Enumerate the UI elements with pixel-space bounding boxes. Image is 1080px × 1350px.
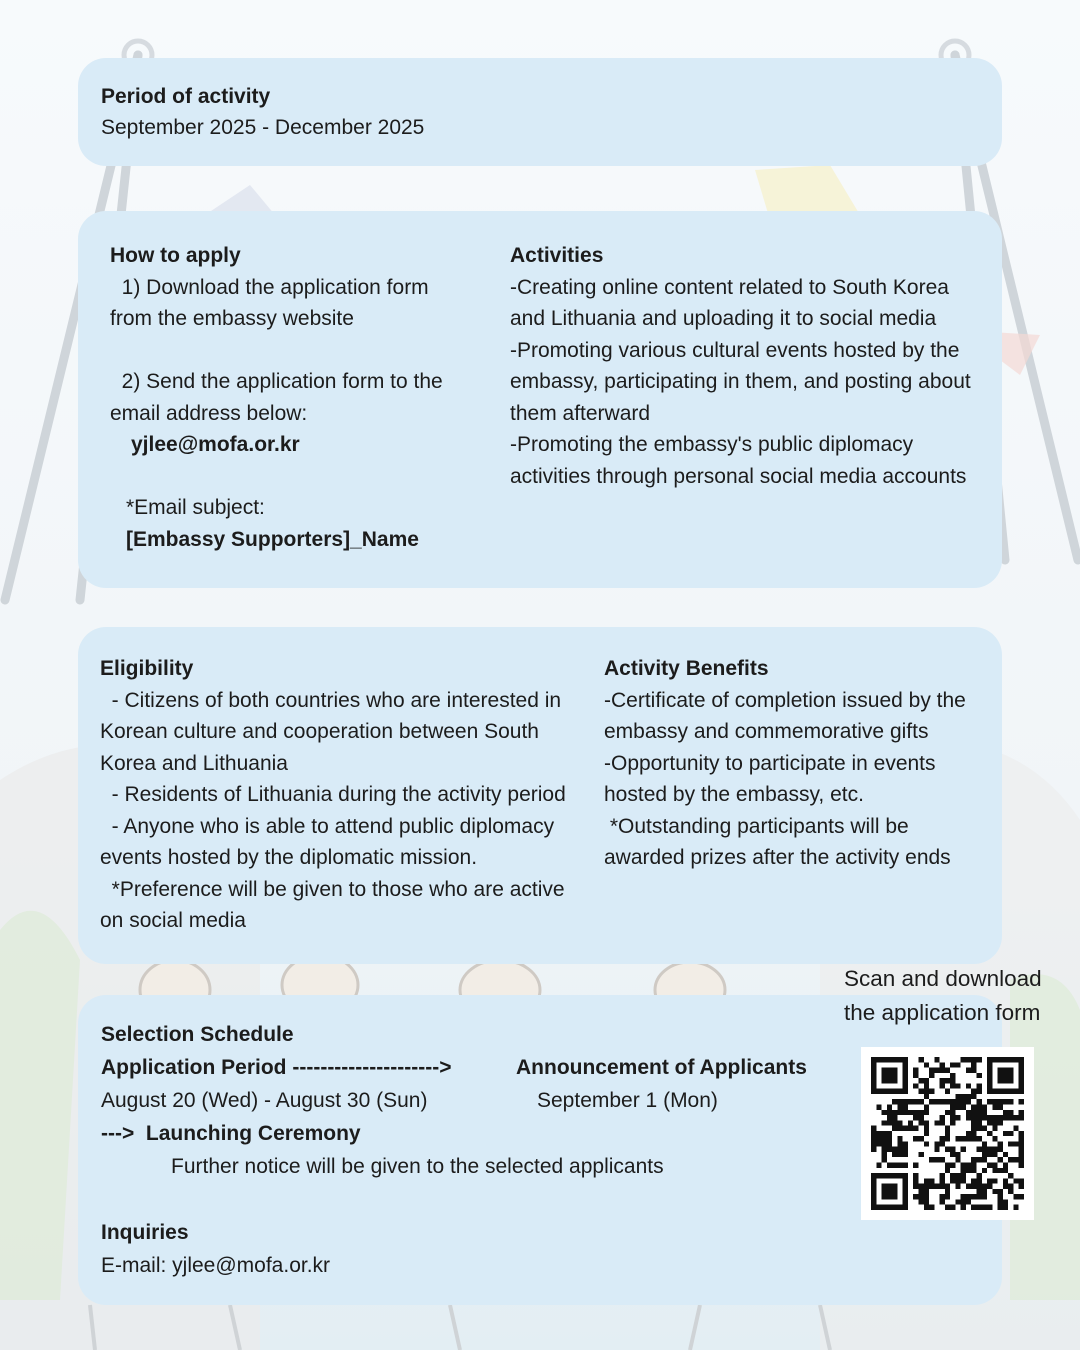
benefits-item: *Outstanding participants will be awarded prizes after the activity ends: [604, 814, 951, 869]
qr-code[interactable]: [861, 1047, 1034, 1220]
schedule-announcement: Announcement of Applicants: [516, 1056, 807, 1079]
apply-spacer: [110, 335, 480, 367]
activities-item: -Creating online content related to South Korea and Lithuania and uploading it to social media: [510, 275, 955, 330]
period-heading: Period of activity: [101, 85, 271, 108]
apply-section: [110, 240, 480, 555]
schedule-application-period: Application Period --------------------->: [101, 1056, 452, 1079]
inquiries-heading: Inquiries: [101, 1221, 189, 1244]
benefits-section: [604, 653, 994, 874]
period-value: September 2025 - December 2025: [101, 116, 425, 139]
eligibility-section: [100, 653, 588, 937]
benefits-item: -Opportunity to participate in events hosted by the embassy, etc.: [604, 751, 942, 806]
apply-spacer-2: [110, 461, 480, 493]
activities-item: -Promoting various cultural events hosted by the embassy, participating in them, and posting about them afterward: [510, 338, 977, 425]
qr-code-icon: [871, 1057, 1024, 1210]
apply-step-2: 2) Send the application form to the email address below:: [110, 370, 443, 425]
eligibility-benefits-card: [78, 627, 1002, 964]
inquiries-email: E-mail: yjlee@mofa.or.kr: [101, 1254, 331, 1277]
activities-item: -Promoting the embassy's public diplomacy activities through personal social media accounts: [510, 433, 967, 488]
eligibility-item: - Anyone who is able to attend public diplomacy events hosted by the diplomatic mission.: [100, 814, 560, 869]
qr-label: Scan and download the application form: [844, 966, 1042, 1025]
activities-heading: Activities: [510, 244, 604, 267]
schedule-ceremony-note: Further notice will be given to the selected applicants: [171, 1155, 664, 1178]
eligibility-heading: Eligibility: [100, 657, 194, 680]
benefits-heading: Activity Benefits: [604, 657, 769, 680]
apply-email: yjlee@mofa.or.kr: [131, 433, 300, 456]
apply-step-1: 1) Download the application form from the embassy website: [110, 275, 429, 330]
benefits-item: -Certificate of completion issued by the embassy and commemorative gifts: [604, 688, 972, 743]
apply-heading: How to apply: [110, 244, 241, 267]
schedule-announcement-date: September 1 (Mon): [537, 1089, 718, 1112]
schedule-application-dates: August 20 (Wed) - August 30 (Sun): [101, 1089, 428, 1112]
schedule-heading: Selection Schedule: [101, 1023, 294, 1046]
period-card: [78, 58, 1002, 166]
eligibility-item: - Residents of Lithuania during the activity period: [100, 783, 566, 806]
eligibility-item: - Citizens of both countries who are interested in Korean culture and cooperation between South Korea and Lithuania: [100, 688, 567, 775]
apply-subject-value: [Embassy Supporters]_Name: [126, 527, 419, 551]
activities-section: [510, 240, 980, 492]
apply-activities-card: [78, 211, 1002, 588]
apply-subject-label: *Email subject:: [126, 496, 265, 519]
eligibility-item: *Preference will be given to those who are active on social media: [100, 877, 571, 932]
schedule-ceremony: ---> Launching Ceremony: [101, 1122, 361, 1145]
